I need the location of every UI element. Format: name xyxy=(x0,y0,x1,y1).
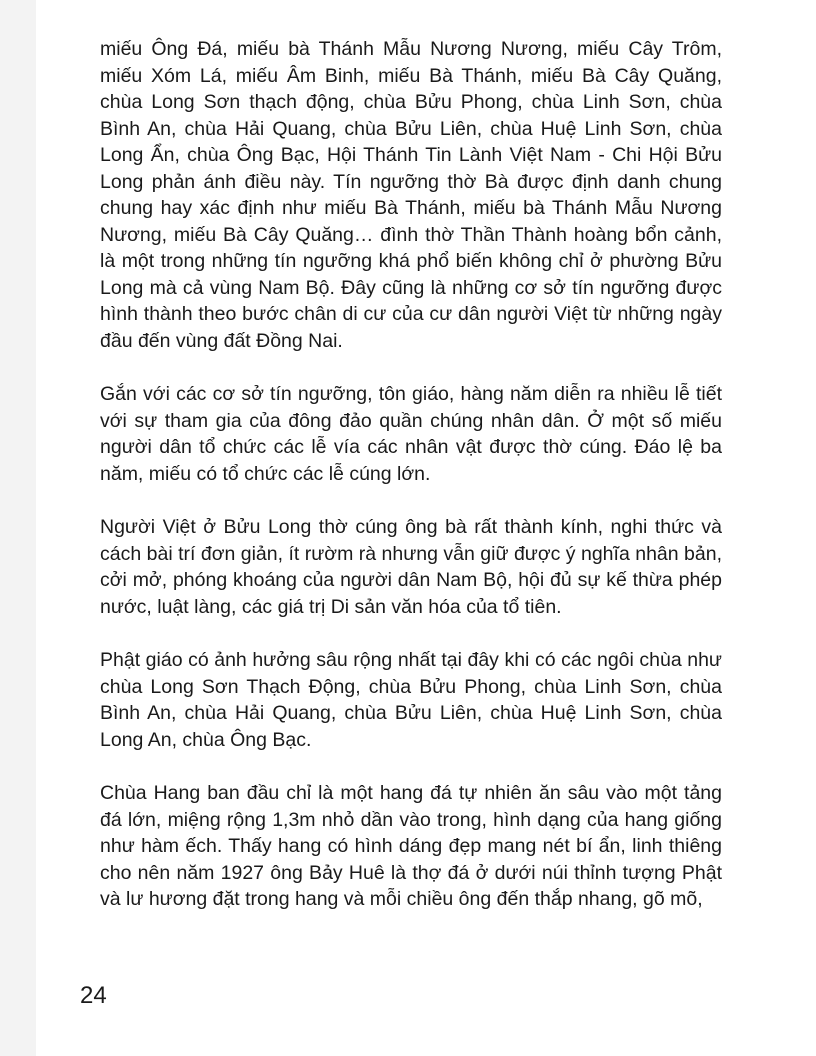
page-number: 24 xyxy=(80,982,107,1009)
page-body xyxy=(100,36,722,940)
paragraph-2: Gắn với các cơ sở tín ngưỡng, tôn giáo, hàng năm diễn ra nhiều lễ tiết với sự tham gia của đông đảo quần chúng nhân dân. Ở một số miếu người dân tổ chức các lễ vía các nhân vật được thờ cúng. Đáo lệ ba năm, miếu có tổ chức các lễ cúng lớn. xyxy=(100,383,722,485)
paragraph-1: miếu Ông Đá, miếu bà Thánh Mẫu Nương Nương, miếu Cây Trôm, miếu Xóm Lá, miếu Âm Binh, miếu Bà Thánh, miếu Bà Cây Quăng, chùa Long Sơn thạch động, chùa Bửu Phong, chùa Linh Sơn, chùa Bình An, chùa Hải Quang, chùa Bửu Liên, chùa Huệ Linh Sơn, chùa Long Ẩn, chùa Ông Bạc, Hội Thánh Tin Lành Việt Nam - Chi Hội Bửu Long phản ánh điều này. Tín ngưỡng thờ Bà được định danh chung chung hay xác định như miếu Bà Thánh, miếu bà Thánh Mẫu Nương Nương, miếu Bà Cây Quăng… đình thờ Thần Thành hoàng bổn cảnh, là một trong những tín ngưỡng khá phổ biến không chỉ ở phường Bửu Long mà cả vùng Nam Bộ. Đây cũng là những cơ sở tín ngưỡng được hình thành theo bước chân di cư của cư dân người Việt từ những ngày đầu đến vùng đất Đồng Nai. xyxy=(100,38,722,352)
paragraph-3: Người Việt ở Bửu Long thờ cúng ông bà rất thành kính, nghi thức và cách bài trí đơn giản, ít rườm rà nhưng vẫn giữ được ý nghĩa nhân bản, cởi mở, phóng khoáng của người dân Nam Bộ, hội đủ sự kế thừa phép nước, luật làng, các giá trị Di sản văn hóa của tổ tiên. xyxy=(100,516,722,618)
book-page xyxy=(36,0,816,1056)
paragraph-4: Phật giáo có ảnh hưởng sâu rộng nhất tại đây khi có các ngôi chùa như chùa Long Sơn Thạch Động, chùa Bửu Phong, chùa Linh Sơn, chùa Bình An, chùa Hải Quang, chùa Bửu Liên, chùa Huệ Linh Sơn, chùa Long An, chùa Ông Bạc. xyxy=(100,649,722,751)
paragraph-5: Chùa Hang ban đầu chỉ là một hang đá tự nhiên ăn sâu vào một tảng đá lớn, miệng rộng 1,3m nhỏ dần vào trong, hình dạng của hang giống như hàm ếch. Thấy hang có hình dáng đẹp mang nét bí ẩn, linh thiêng cho nên năm 1927 ông Bảy Huê là thợ đá ở dưới núi thỉnh tượng Phật và lư hương đặt trong hang và mỗi chiều ông đến thắp nhang, gõ mõ, xyxy=(100,782,722,910)
